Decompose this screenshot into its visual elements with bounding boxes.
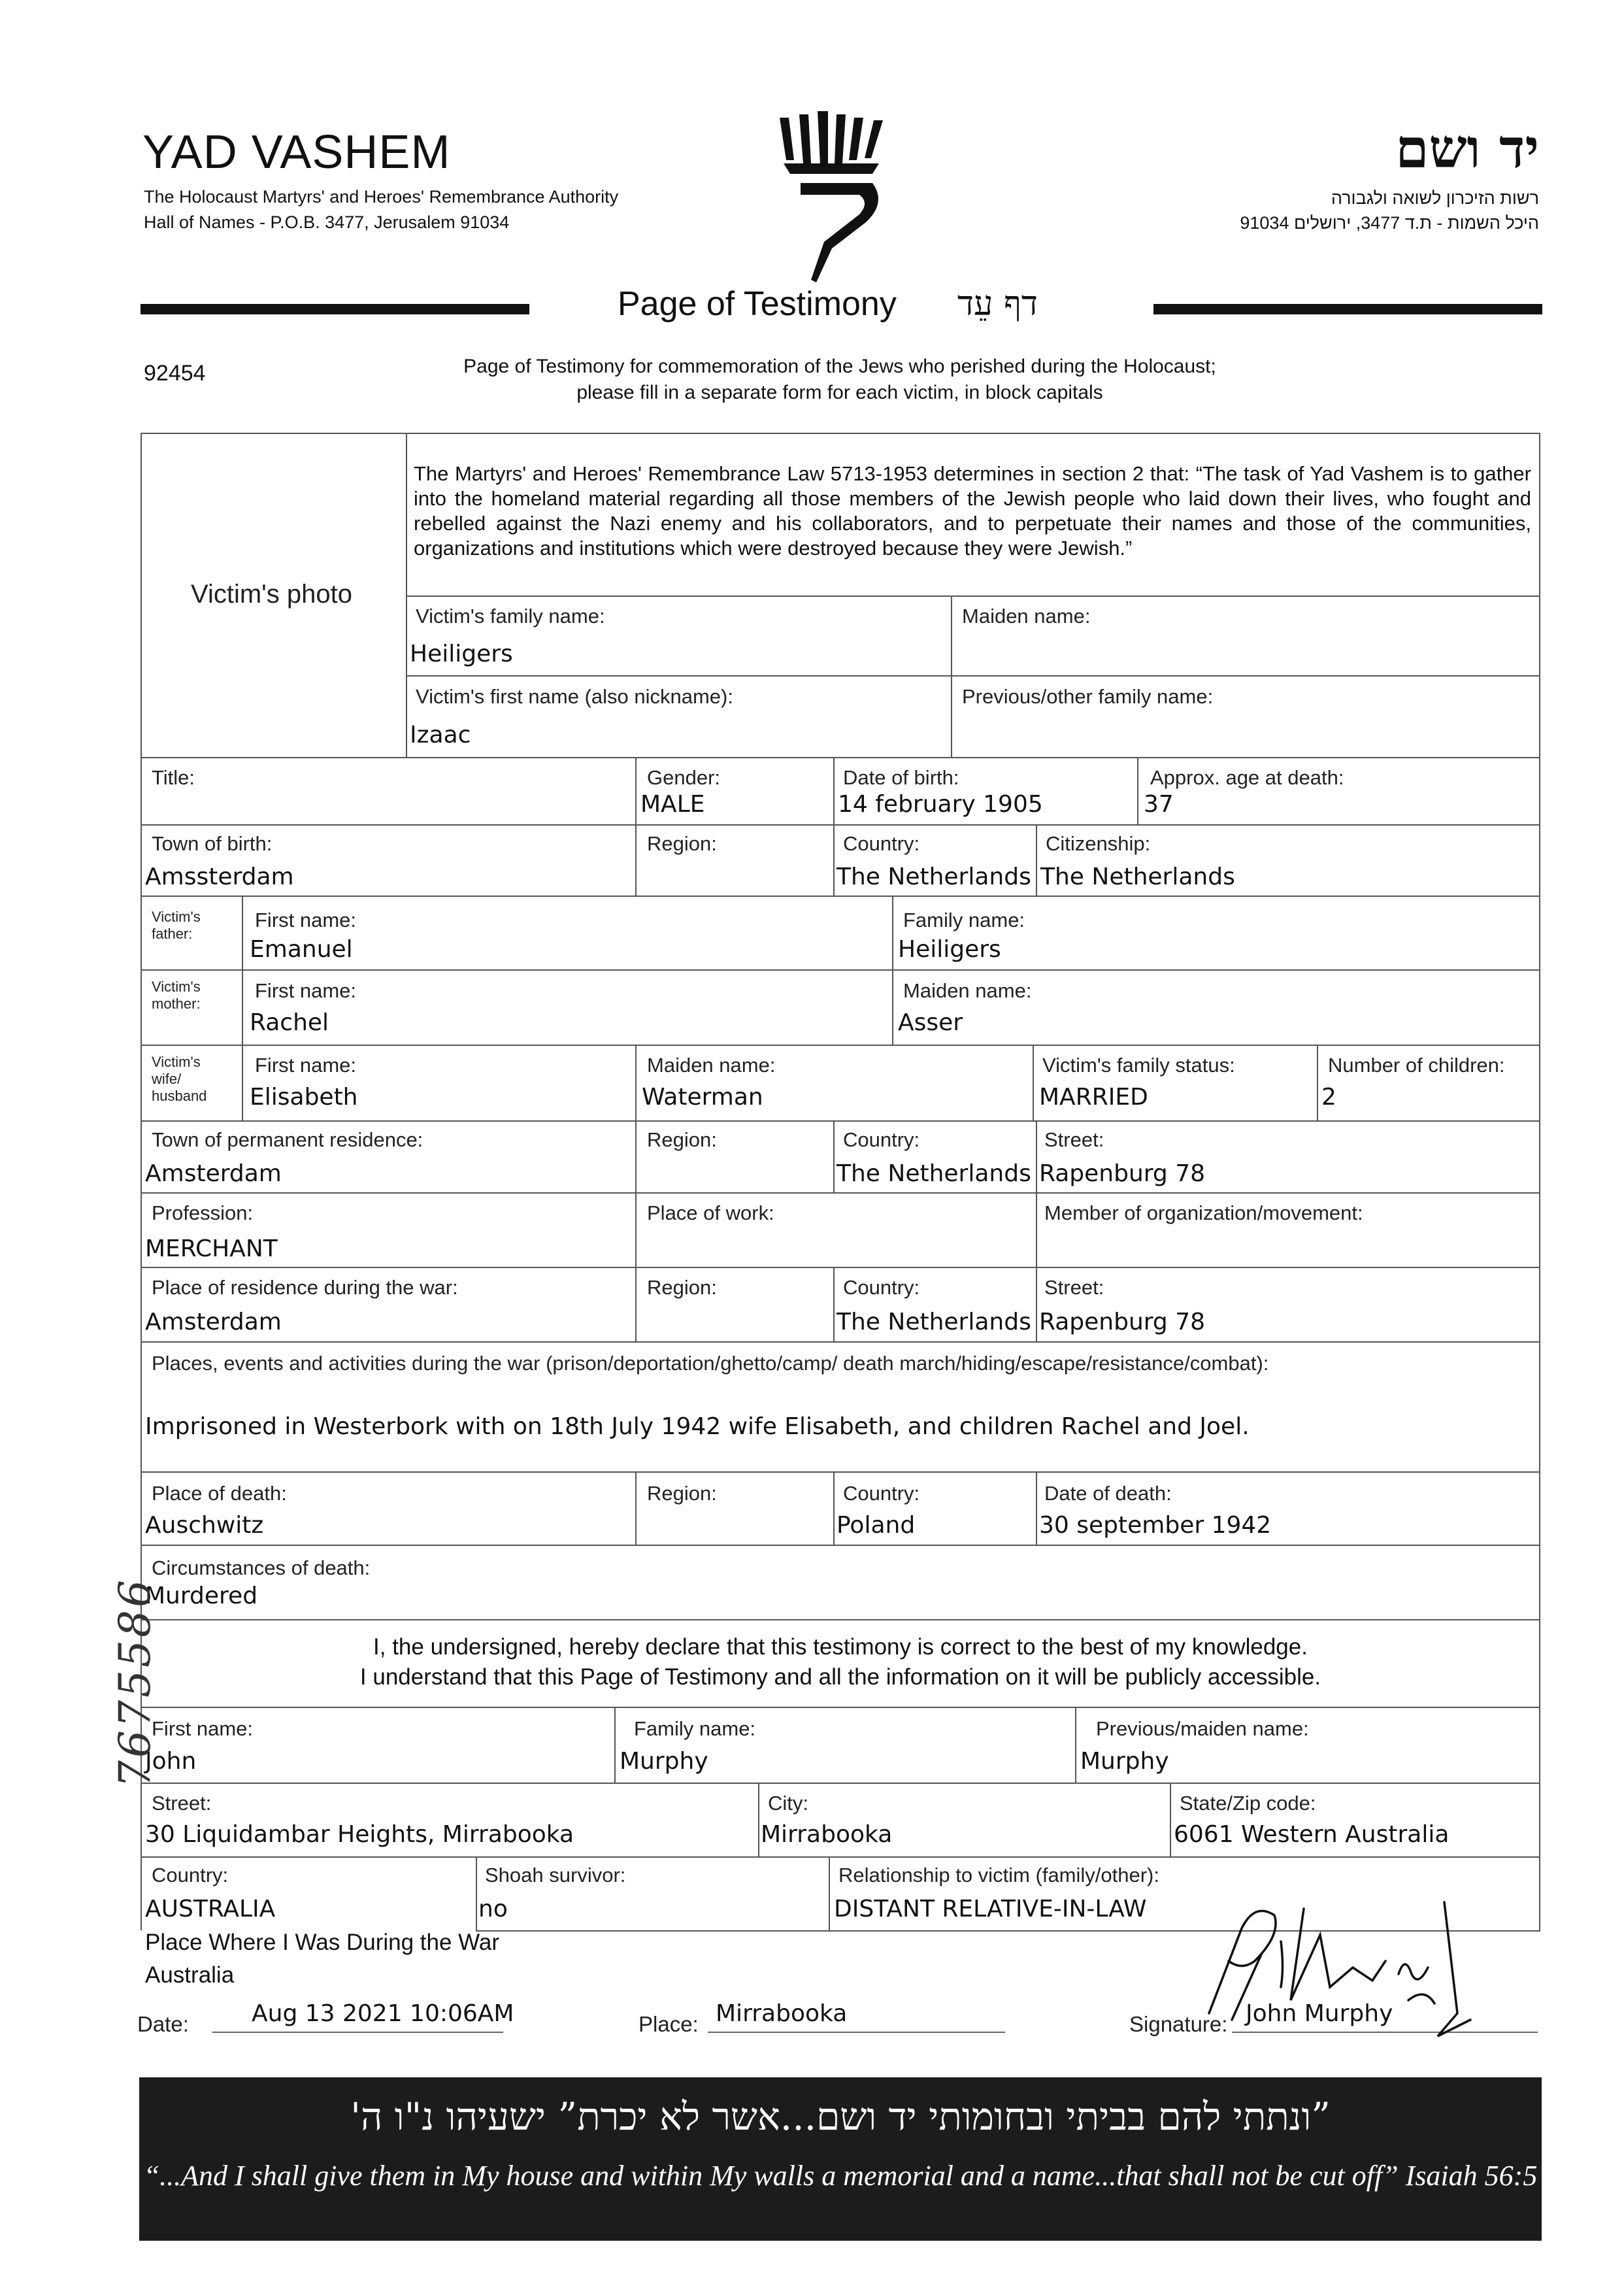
father-family-label: Family name: — [903, 909, 1025, 931]
town-birth-label: Town of birth: — [152, 832, 273, 855]
footer-banner — [139, 2077, 1542, 2241]
page-title: Page of Testimony — [618, 285, 897, 323]
relationship-label: Relationship to victim (family/other): — [838, 1864, 1159, 1886]
places-events-label: Places, events and activities during the war (prison/deportation/ghetto/camp/ death march/hiding/escape/resistance/combat): — [152, 1352, 1269, 1375]
sub-city-label: City: — [768, 1792, 808, 1815]
page-title-hebrew: דף עֵד — [957, 284, 1038, 324]
margin-handwritten-number: 7675586 — [110, 1577, 160, 1788]
num-children-value: 2 — [1321, 1084, 1336, 1111]
birth-region-label: Region: — [647, 832, 717, 855]
res-country-value: The Netherlands — [837, 1160, 1031, 1187]
date-label: Date: — [137, 2012, 189, 2036]
town-residence-value: Amsterdam — [145, 1160, 282, 1187]
member-org-label: Member of organization/movement: — [1044, 1201, 1363, 1224]
mother-label: Victim's mother: — [152, 979, 201, 1012]
family-status-label: Victim's family status: — [1042, 1054, 1235, 1077]
date-value: Aug 13 2021 10:06AM — [252, 2000, 514, 2027]
victim-photo-label: Victim's photo — [191, 580, 353, 609]
father-family-value: Heiligers — [898, 936, 1001, 963]
town-birth-value: Amssterdam — [145, 863, 294, 890]
circumstances-label: Circumstances of death: — [152, 1556, 371, 1579]
intro-line-2: please fill in a separate form for each victim, in block capitals — [576, 382, 1103, 403]
sub-state-zip-label: State/Zip code: — [1180, 1792, 1316, 1815]
town-residence-label: Town of permanent residence: — [152, 1128, 423, 1151]
place-death-value: Auschwitz — [145, 1512, 264, 1539]
war-country-value: The Netherlands — [837, 1309, 1031, 1335]
mother-maiden-label: Maiden name: — [903, 979, 1032, 1002]
sub-family-name-value: Murphy — [620, 1748, 708, 1775]
handwritten-signature — [1183, 1889, 1490, 2046]
place-label: Place: — [638, 2012, 699, 2036]
sub-country-label: Country: — [152, 1864, 229, 1886]
sub-state-zip-value: 6061 Western Australia — [1174, 1821, 1450, 1848]
war-country-label: Country: — [843, 1276, 920, 1299]
extra-line-1: Place Where I Was During the War — [145, 1930, 500, 1955]
spouse-maiden-value: Waterman — [642, 1084, 763, 1111]
sub-prev-maiden-label: Previous/maiden name: — [1096, 1717, 1309, 1740]
war-street-label: Street: — [1044, 1276, 1104, 1299]
res-region-label: Region: — [647, 1128, 717, 1151]
mother-first-value: Rachel — [250, 1009, 329, 1036]
sub-country-value: AUSTRALIA — [145, 1896, 276, 1922]
first-name-value: Izaac — [410, 722, 471, 748]
first-name-label: Victim's first name (also nickname): — [416, 685, 733, 708]
profession-value: MERCHANT — [145, 1235, 278, 1262]
spouse-first-value: Elisabeth — [250, 1084, 358, 1111]
sub-first-name-value: John — [145, 1748, 197, 1775]
signature-label: Signature: — [1129, 2012, 1228, 2036]
war-residence-label: Place of residence during the war: — [152, 1276, 458, 1299]
place-work-label: Place of work: — [647, 1201, 774, 1224]
sub-street-label: Street: — [152, 1792, 212, 1815]
sub-city-value: Mirrabooka — [761, 1821, 893, 1848]
maiden-name-label: Maiden name: — [962, 605, 1091, 628]
father-first-label: First name: — [255, 909, 357, 931]
org-address: Hall of Names - P.O.B. 3477, Jerusalem 91034 — [144, 212, 510, 232]
num-children-label: Number of children: — [1328, 1054, 1505, 1077]
places-events-value: Imprisoned in Westerbork with on 18th July 1942 wife Elisabeth, and children Rachel and Joel. — [145, 1413, 1250, 1440]
extra-line-2: Australia — [145, 1962, 235, 1988]
footer-english-verse: “...And I shall give them in My house and within My walls a memorial and a name...that shall not be cut off” Isaiah 56:5 — [143, 2160, 1538, 2192]
prev-family-name-label: Previous/other family name: — [962, 685, 1214, 708]
war-street-value: Rapenburg 78 — [1039, 1309, 1206, 1335]
father-first-value: Emanuel — [250, 936, 353, 963]
date-underline — [212, 2032, 503, 2033]
gender-label: Gender: — [647, 766, 721, 789]
res-country-label: Country: — [843, 1128, 920, 1151]
res-street-label: Street: — [1044, 1128, 1104, 1151]
family-name-value: Heiligers — [410, 641, 513, 667]
gender-value: MALE — [640, 791, 705, 818]
war-region-label: Region: — [647, 1276, 717, 1299]
father-label: Victim's father: — [152, 909, 201, 942]
yad-vashem-logo — [774, 111, 889, 284]
title-rule-right — [1153, 304, 1542, 314]
place-underline — [708, 2032, 1005, 2033]
circumstances-value: Murdered — [145, 1583, 258, 1609]
citizenship-value: The Netherlands — [1040, 863, 1235, 890]
place-death-label: Place of death: — [152, 1482, 287, 1505]
birth-country-value: The Netherlands — [837, 863, 1031, 890]
hebrew-org-address: היכל השמות - ת.ד 3477, ירושלים 91034 — [1240, 213, 1539, 233]
form-number: 92454 — [144, 361, 206, 386]
profession-label: Profession: — [152, 1201, 254, 1224]
sub-family-name-label: Family name: — [634, 1717, 756, 1740]
shoah-survivor-label: Shoah survivor: — [485, 1864, 626, 1886]
family-name-label: Victim's family name: — [416, 605, 605, 628]
hebrew-org-name: יד ושם — [1395, 118, 1539, 180]
title-label: Title: — [152, 766, 195, 789]
citizenship-label: Citizenship: — [1046, 832, 1151, 855]
spouse-label: Victim's wife/ husband — [152, 1054, 207, 1104]
death-region-label: Region: — [647, 1482, 717, 1505]
signature-name-value: John Murphy — [1246, 2000, 1393, 2027]
death-country-value: Poland — [837, 1512, 916, 1539]
title-rule-left — [141, 304, 529, 314]
shoah-survivor-value: no — [478, 1896, 508, 1922]
mother-first-label: First name: — [255, 979, 357, 1002]
res-street-value: Rapenburg 78 — [1039, 1160, 1206, 1187]
birth-country-label: Country: — [843, 832, 920, 855]
sub-prev-maiden-value: Murphy — [1080, 1748, 1169, 1775]
date-death-value: 30 september 1942 — [1039, 1512, 1272, 1539]
org-name: YAD VASHEM — [142, 126, 451, 178]
spouse-first-label: First name: — [255, 1054, 357, 1077]
spouse-maiden-label: Maiden name: — [647, 1054, 776, 1077]
org-subtitle: The Holocaust Martyrs' and Heroes' Remembrance Authority — [144, 187, 619, 207]
law-text: The Martyrs' and Heroes' Remembrance Law 5713-1953 determines in section 2 that: “The task of Yad Vashem is to gather into the homeland material regarding all those members of the Jewish people who laid down their lives, who fought and rebelled against the Nazi enemy and his collaborators, and to perpetuate their names and those of the communities, organizations and institutions which were destroyed because they were Jewish.” — [414, 462, 1531, 560]
intro-line-1: Page of Testimony for commemoration of the Jews who perished during the Holocaust; — [463, 356, 1216, 377]
dob-label: Date of birth: — [843, 766, 959, 789]
death-country-label: Country: — [843, 1482, 920, 1505]
family-status-value: MARRIED — [1039, 1084, 1148, 1111]
declaration-line-2: I understand that this Page of Testimony and all the information on it will be publicly accessible. — [359, 1664, 1321, 1690]
age-label: Approx. age at death: — [1150, 766, 1344, 789]
relationship-value: DISTANT RELATIVE-IN-LAW — [834, 1896, 1147, 1922]
mother-maiden-value: Asser — [898, 1009, 963, 1036]
war-residence-value: Amsterdam — [145, 1309, 282, 1335]
hebrew-org-subtitle: רשות הזיכרון לשואה ולגבורה — [1331, 188, 1539, 208]
age-value: 37 — [1144, 791, 1174, 818]
place-value: Mirrabooka — [716, 2000, 848, 2027]
declaration-line-1: I, the undersigned, hereby declare that this testimony is correct to the best of my knowledge. — [373, 1634, 1308, 1660]
sub-first-name-label: First name: — [152, 1717, 254, 1740]
footer-hebrew-verse: ”ונתתי להם בביתי ובחומותי יד ושם...אשר לא יכרת” ישעיהו נ"ו ה' — [350, 2094, 1331, 2139]
sub-street-value: 30 Liquidambar Heights, Mirrabooka — [145, 1821, 574, 1848]
date-death-label: Date of death: — [1044, 1482, 1172, 1505]
dob-value: 14 february 1905 — [838, 791, 1043, 818]
